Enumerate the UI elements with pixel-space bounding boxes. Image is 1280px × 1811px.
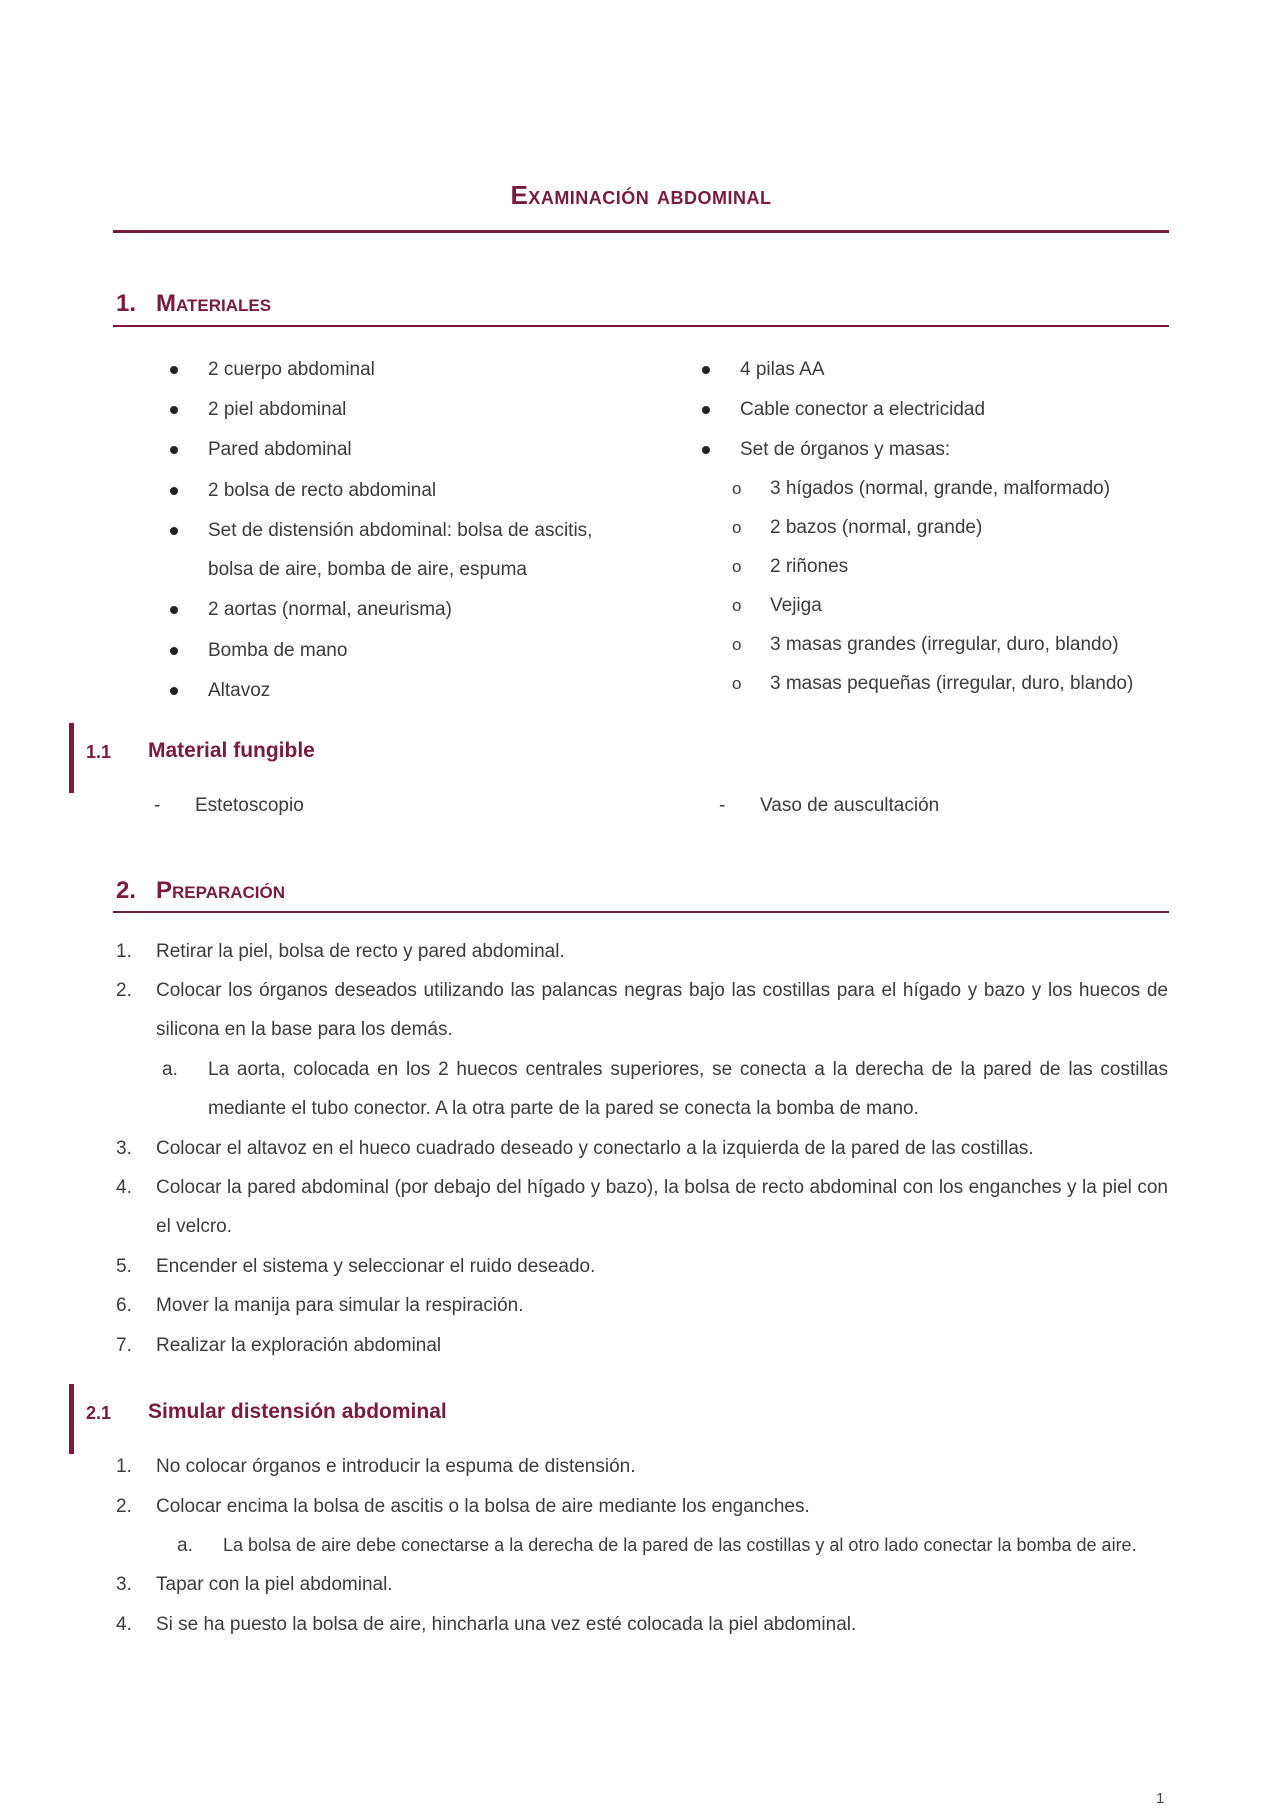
subsection-title: Material fungible (148, 739, 315, 762)
subsection-number: 1.1 (86, 742, 112, 762)
bullet-icon (702, 446, 710, 454)
step-item: 2. Colocar encima la bolsa de ascitis o la bolsa de aire mediante los enganches. (116, 1496, 810, 1517)
step-item-continuation: el velcro. (156, 1216, 233, 1237)
step-item: 6. Mover la manija para simular la respiración. (116, 1295, 524, 1316)
step-item-continuation: silicona en la base para los demás. (156, 1019, 453, 1040)
page-number: 1 (1156, 1790, 1165, 1807)
section-rule (113, 325, 1169, 327)
circle-bullet-icon: o (732, 635, 742, 654)
circle-bullet-icon: o (732, 479, 742, 498)
bullet-icon (702, 366, 710, 374)
step-item: 2. Colocar los órganos deseados utilizando las palancas negras bajo las costillas para el hígado y bazo y los huecos de (116, 980, 1168, 1001)
section-rule (113, 911, 1169, 913)
document-title: Examinación abdominal (510, 180, 772, 210)
circle-bullet-icon: o (732, 557, 742, 576)
bullet-icon (170, 687, 178, 695)
bullet-icon (170, 406, 178, 414)
bullet-icon (170, 366, 178, 374)
step-item: 3. Tapar con la piel abdominal. (116, 1574, 393, 1595)
step-item: 1. Retirar la piel, bolsa de recto y pared abdominal. (116, 941, 565, 962)
bullet-icon (170, 527, 178, 535)
subsection-title: Simular distensión abdominal (148, 1400, 447, 1423)
bullet-icon (170, 446, 178, 454)
section-title: Materiales (156, 290, 272, 317)
section-heading-materiales (116, 290, 271, 318)
bullet-icon (170, 606, 178, 614)
step-item: 3. Colocar el altavoz en el hueco cuadrado deseado y conectarlo a la izquierda de la pared de las costillas. (116, 1138, 1034, 1159)
sub-step-item: a. La aorta, colocada en los 2 huecos centrales superiores, se conecta a la derecha de la pared de las costillas (162, 1059, 1168, 1080)
subsection-bar (69, 1384, 74, 1454)
section-heading-preparacion (116, 877, 285, 905)
dash-bullet: - (154, 795, 161, 816)
step-item: 1. No colocar órganos e introducir la espuma de distensión. (116, 1456, 636, 1477)
document-page: Examinación abdominal 1. Materiales 2 cuerpo abdominal 2 piel abdominal Pared abdominal 2 bolsa de recto abdominal Set de distensión abdominal: bolsa de ascitis, bolsa de aire, bomba de aire, espuma 2 aortas (normal, aneurisma) Bomba de mano Altavoz 4 pilas AA Cable conector a electricidad Set de órganos y masas: o 3 hígados (normal, grande, malformado) o 2 bazos (normal, grande) o 2 riñones o Vejiga o 3 masas grandes (irregular, duro, blando) o 3 masas pequeñas (irregular, duro, blando) 1.1 Material fungible - Estetoscopio - Vaso de auscultación 2. Preparación 1. Retirar la piel, bolsa de recto y pared abdominal. 2. Colocar los órganos deseados utilizando las palancas negras bajo las costillas para el hígado y bazo y los huecos de silicona en la base para los demás. a. La aorta, colocada en los 2 huecos centrales superiores, se conecta a la derecha de la pared de las costillas mediante el tubo conector. A la otra parte de la pared se conecta la bomba de mano. 3. Colocar el altavoz en el hueco cuadrado deseado y conectarlo a la izquierda de la pared de las costillas. 4. Colocar la pared abdominal (por debajo del hígado y bazo), la bolsa de recto abdominal con los enganches y la piel con el velcro. 5. Encender el sistema y seleccionar el ruido deseado. 6. Mover la manija para simular la respiración. 7. Realizar la exploración abdominal 2.1 Simular distensión abdominal 1. No colocar órganos e introducir la espuma de distensión. 2. Colocar encima la bolsa de ascitis o la bolsa de aire mediante los enganches. a. La bolsa de aire debe conectarse a la derecha de la pared de las costillas y al otro lado conectar la bomba de aire. 3. Tapar con la piel abdominal. 4. Si se ha puesto la bolsa de aire, hincharla una vez esté colocada la piel abdominal. 1 (0, 0, 1280, 1811)
step-item: 4. Si se ha puesto la bolsa de aire, hincharla una vez esté colocada la piel abdominal. (116, 1614, 857, 1635)
subsection-number: 2.1 (86, 1403, 112, 1423)
bullet-icon (170, 647, 178, 655)
bullet-icon (170, 487, 178, 495)
section-number: 2. (116, 877, 137, 904)
circle-bullet-icon: o (732, 596, 742, 615)
circle-bullet-icon: o (732, 674, 742, 693)
step-item: 4. Colocar la pared abdominal (por debajo del hígado y bazo), la bolsa de recto abdominal con los enganches y la piel con (116, 1177, 1168, 1198)
step-item: 5. Encender el sistema y seleccionar el ruido deseado. (116, 1256, 596, 1277)
step-item: 7. Realizar la exploración abdominal (116, 1335, 442, 1356)
bullet-icon (702, 406, 710, 414)
section-number: 1. (116, 290, 137, 317)
sub-step-item-continuation: mediante el tubo conector. A la otra parte de la pared se conecta la bomba de mano. (208, 1098, 919, 1119)
section-title: Preparación (156, 877, 286, 904)
dash-bullet: - (719, 795, 726, 816)
title-rule (113, 230, 1169, 233)
circle-bullet-icon: o (732, 518, 742, 537)
sub-step-item: a. La bolsa de aire debe conectarse a la derecha de la pared de las costillas y al otro lado conectar la bomba de aire. (177, 1535, 1137, 1556)
subsection-bar (69, 723, 74, 793)
subsection-heading-distension (86, 1400, 886, 1430)
subsection-heading-fungible (86, 739, 686, 769)
